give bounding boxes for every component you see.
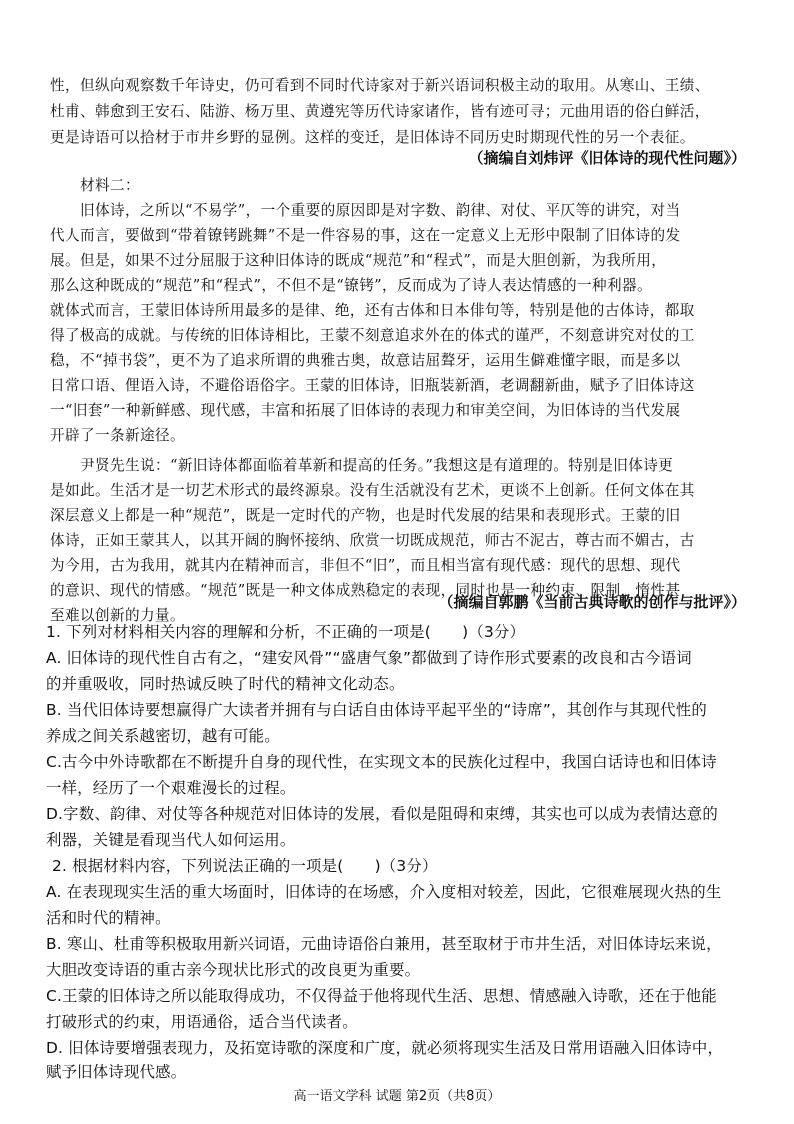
question-option: A. 旧体诗的现代性自古有之，“建安风骨”“盛唐气象”都做到了诗作形式要素的改良和古今语词 [46,649,692,667]
question-stem: 1. 下列对材料相关内容的理解和分析，不正确的一项是( )（3分） [46,623,526,641]
question-option: 打破形式的约束，用语通俗，适合当代读者。 [46,1013,358,1031]
question-stem: 2. 根据材料内容，下列说法正确的一项是( )（3分） [52,857,438,875]
question-option: 利器，关键是看现当代人如何运用。 [46,831,296,849]
source-citation: （摘编自郭鹏《当前古典诗歌的创作与批评》） [438,593,746,611]
text-line: 那么这种既成的“规范”和“程式”，不但不是“镣铐”，反而成为了诗人表达情感的一种利器。 [50,277,652,294]
text-line: 得了极高的成就。与传统的旧体诗相比，王蒙不刻意追求外在的体式的谨严，不刻意讲究对仗的工 [50,327,695,344]
text-line: 杜甫、韩愈到王安石、陆游、杨万里、黄遵宪等历代诗家诸作，皆有迹可寻；元曲用语的俗白鲜活， [50,103,710,120]
page-footer: 高一语文学科 试题 第2页（共8页） [293,1089,501,1104]
question-option: 一样，经历了一个艰难漫长的过程。 [46,779,296,797]
text-line: 就体式而言，王蒙旧体诗所用最多的是律、绝，还有古体和日本俳句等，特别是他的古体诗，都取 [50,302,695,319]
source-citation: （摘编自刘炜评《旧体诗的现代性问题》） [468,149,746,167]
text-line: 至难以创新的力量。 [50,607,185,624]
question-option: 活和时代的精神。 [46,909,171,927]
text-line: 性，但纵向观察数千年诗史，仍可看到不同时代诗家对于新兴语词积极主动的取用。从寒山、王绩、 [50,77,710,94]
question-option: C.王蒙的旧体诗之所以能取得成功，不仅得益于他将现代生活、思想、情感融入诗歌，还在于他能 [46,987,717,1005]
text-line: 更是诗语可以拾材于市井乡野的显例。这样的变迁，是旧体诗不同历史时期现代性的另一个表征。 [50,129,695,146]
question-option: 大胆改变诗语的重古亲今现状比形式的改良更为重要。 [46,961,421,979]
question-option: A. 在表现现实生活的重大场面时，旧体诗的在场感，介入度相对较差，因此，它很难展现火热的生 [46,883,722,901]
text-line: 为今用，古为我用，就其内在精神而言，非但不“旧”，而且相当富有现代感：现代的思想、现代 [50,557,681,574]
text-line: 稳，不“掉书袋”，更不为了追求所谓的典雅古奥，故意诘屈聱牙，运用生僻难懂字眼，而是多以 [50,352,681,369]
text-line: 是如此。生活才是一切艺术形式的最终源泉。没有生活就没有艺术，更谈不上创新。任何文体在其 [50,482,695,499]
question-option: B. 寒山、杜甫等积极取用新兴词语，元曲诗语俗白兼用，甚至取材于市井生活，对旧体诗坛来说， [46,935,722,953]
text-line: 深层意义上都是一种“规范”，既是一定时代的产物，也是时代发展的结果和表现形式。王蒙的旧 [50,507,681,524]
question-option: D.字数、韵律、对仗等各种规范对旧体诗的发展，看似是阻碍和束缚，其实也可以成为表情达意的 [46,805,718,823]
question-option: 养成之间关系越密切，越有可能。 [46,727,280,745]
question-option: C.古今中外诗歌都在不断提升自身的现代性，在实现文本的民族化过程中，我国白话诗也和旧体诗 [46,753,717,771]
text-line: 开辟了一条新途径。 [50,427,185,444]
question-option: 赋予旧体诗现代感。 [46,1063,187,1081]
question-option: B. 当代旧体诗要想赢得广大读者并拥有与白话自由体诗平起平坐的“诗席”，其创作与其现代性的 [46,701,707,719]
text-line: 展。但是，如果不过分屈服于这种旧体诗的既成“规范”和“程式”，而是大胆创新，为我所用， [50,252,667,269]
text-line: 尹贤先生说：“新旧诗体都面临着革新和提高的任务。”我想这是有道理的。特别是旧体诗更 [80,457,674,474]
text-line: 日常口语、俚语入诗，不避俗语俗字。王蒙的旧体诗，旧瓶装新酒，老调翻新曲，赋予了旧体诗这 [50,377,695,394]
text-line: 旧体诗，之所以“不易学”，一个重要的原因即是对字数、韵律、对仗、平仄等的讲究，对当 [80,202,681,219]
section-heading: 材料二： [80,177,140,194]
question-option: D. 旧体诗要增强表现力，及拓宽诗歌的深度和广度，就必须将现实生活及日常用语融入旧体诗中， [46,1039,724,1057]
text-line: 体诗，正如王蒙其人，以其开阔的胸怀接纳、欣赏一切既成规范，师古不泥古，尊古而不媚古，古 [50,532,695,549]
question-option: 的并重吸收，同时热诚反映了时代的精神文化动态。 [46,675,405,693]
text-line: 一“旧套”一种新鲜感、现代感，丰富和拓展了旧体诗的表现力和审美空间，为旧体诗的当代发展 [50,402,681,419]
text-line: 代人而言，要做到“带着镣铐跳舞”不是一件容易的事，这在一定意义上无形中限制了旧体诗的发 [50,227,681,244]
text-line: 的意识、现代的情感。“规范”既是一种文体成熟稳定的表现，同时也是一种约束、限制，惰性甚 [50,582,681,599]
